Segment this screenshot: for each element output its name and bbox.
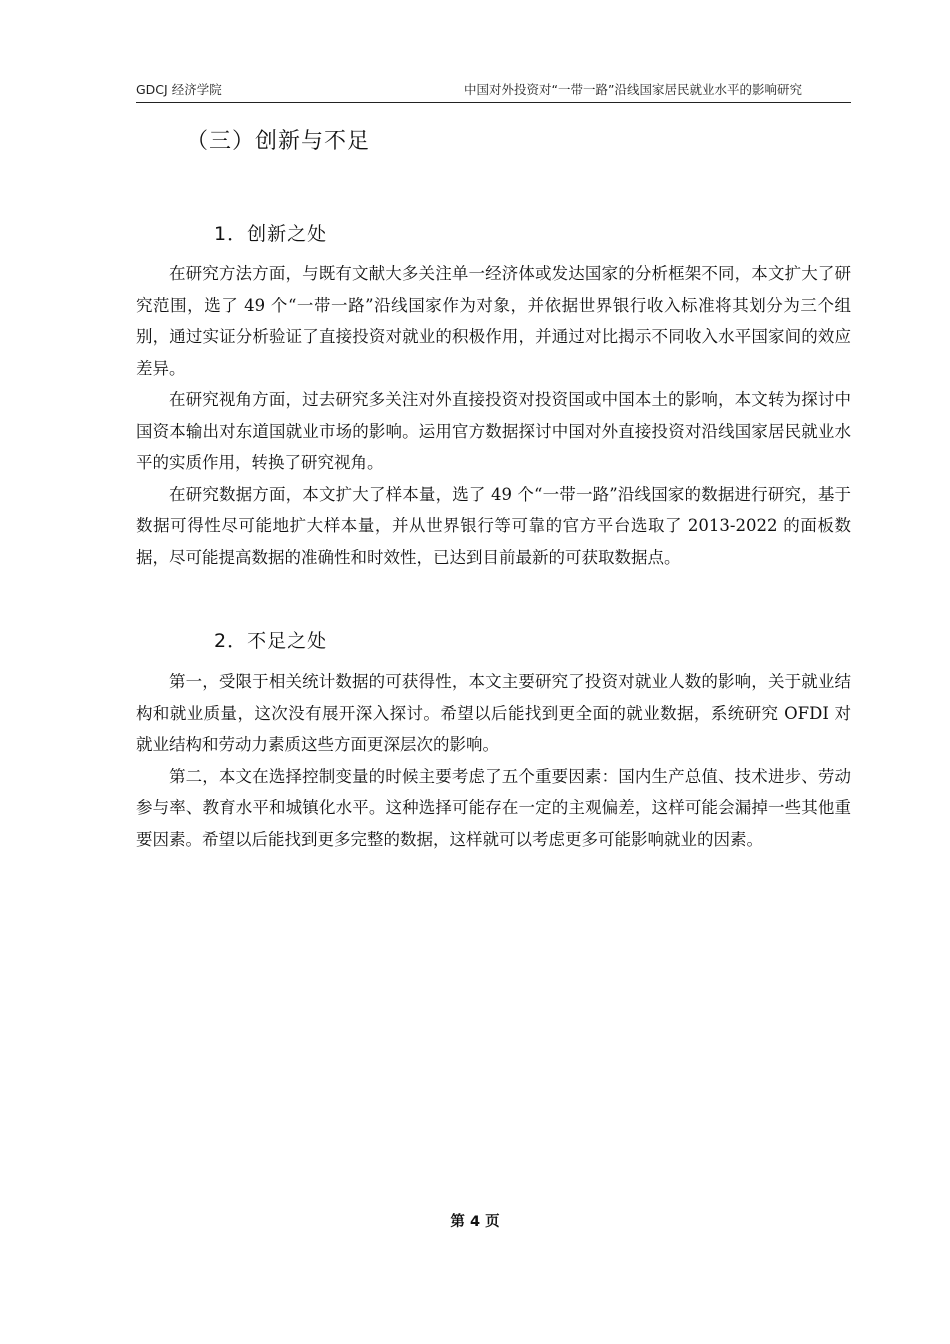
paragraph: 第二，本文在选择控制变量的时候主要考虑了五个重要因素：国内生产总值、技术进步、劳动参与率、教育水平和城镇化水平。这种选择可能存在一定的主观偏差，这样可能会漏掉一些其他重要因素。希望以后能找到更多完整的数据，这样就可以考虑更多可能影响就业的因素。 — [136, 766, 851, 849]
header-document-title: 中国对外投资对“一带一路”沿线国家居民就业水平的影响研究 — [464, 82, 802, 97]
page-number: 第 4 页 — [450, 1214, 500, 1230]
paragraph: 第一，受限于相关统计数据的可获得性，本文主要研究了投资对就业人数的影响，关于就业结构和就业质量，这次没有展开深入探讨。希望以后能找到更全面的就业数据，系统研究 OFDI 对就业结构和劳动力素质这些方面更深层次的影响。 — [136, 672, 851, 754]
paragraph: 在研究视角方面，过去研究多关注对外直接投资对投资国或中国本土的影响，本文转为探讨中国资本输出对东道国就业市场的影响。运用官方数据探讨中国对外直接投资对沿线国家居民就业水平的实质作用，转换了研究视角。 — [136, 390, 851, 472]
subsection-title-innovation: 1．创新之处 — [214, 223, 328, 245]
paragraph: 在研究方法方面，与既有文献大多关注单一经济体或发达国家的分析框架不同，本文扩大了研究范围，选了 49 个“一带一路”沿线国家作为对象，并依据世界银行收入标准将其划分为三个组别，通过实证分析验证了直接投资对就业的积极作用，并通过对比揭示不同收入水平国家间的效应差异。 — [136, 264, 851, 378]
subsection-title-limitations: 2．不足之处 — [214, 630, 328, 652]
subsection-body-innovation — [136, 258, 851, 573]
paragraph: 在研究数据方面，本文扩大了样本量，选了 49 个“一带一路”沿线国家的数据进行研究，基于数据可得性尽可能地扩大样本量，并从世界银行等可靠的官方平台选取了 2013-2022 的面板数据，尽可能提高数据的准确性和时效性，已达到目前最新的可获取数据点。 — [136, 484, 851, 567]
page-header — [136, 78, 851, 103]
header-institution: GDCJ 经济学院 — [136, 82, 222, 97]
section-title: （三）创新与不足 — [186, 129, 371, 154]
subsection-body-limitations — [136, 666, 851, 855]
